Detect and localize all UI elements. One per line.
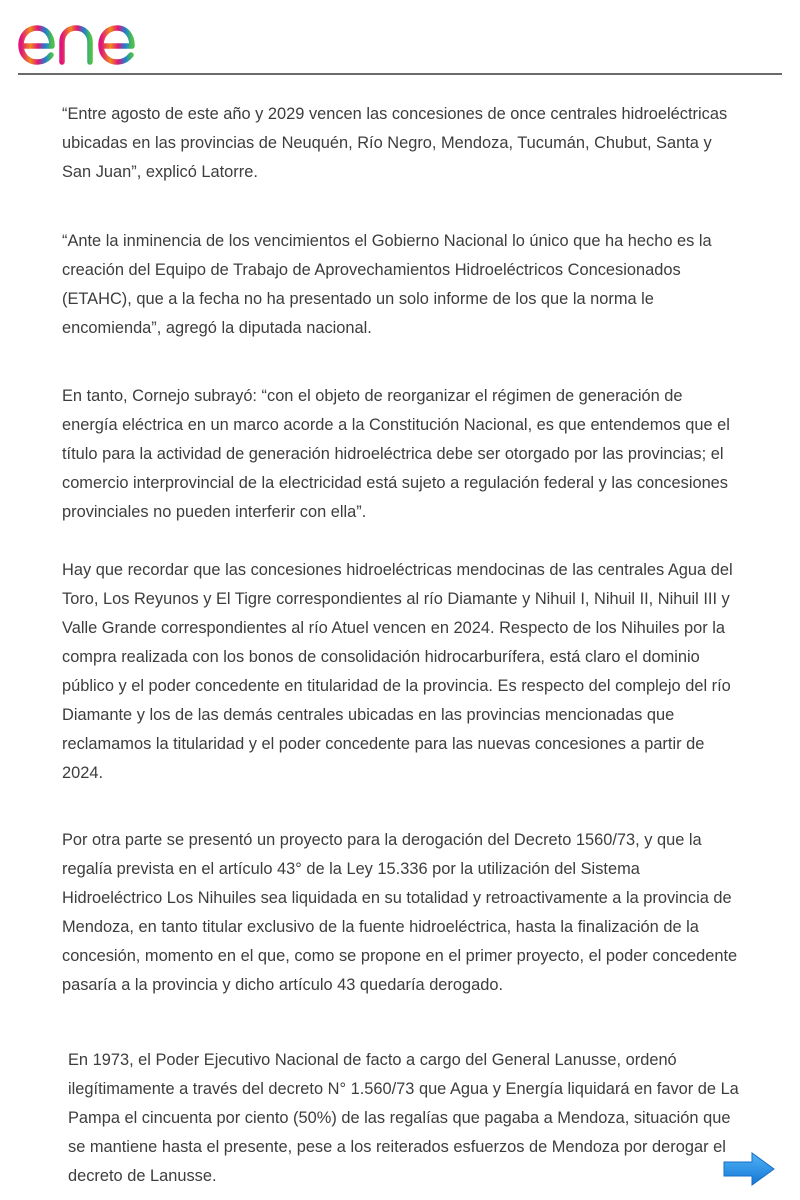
article-paragraph: Por otra parte se presentó un proyecto para la derogación del Decreto 1560/73, y que la regalía prevista en el artículo 43° de la Ley 15.336 por la utilización del Sistema Hidroeléctrico Los Nihuiles sea liquidada en su totalidad y retroactivamente a la provincia de Mendoza, en tanto titular exclusivo de la fuente hidroeléctrica, hasta la finalización de la concesión, momento en el que, como se propone en el primer proyecto, el poder concedente pasaría a la provincia y dicho artículo 43 quedaría derogado.: [62, 831, 738, 994]
article-paragraph: En 1973, el Poder Ejecutivo Nacional de facto a cargo del General Lanusse, ordenó ilegítimamente a través del decreto N° 1.560/73 que Agua y Energía liquidará en favor de La Pampa el cincuenta por ciento (50%) de las regalías que pagaba a Mendoza, situación que se mantiene hasta el presente, pese a los reiterados esfuerzos de Mendoza por derogar el decreto de Lanusse.: [68, 1051, 739, 1185]
enel-logo[interactable]: [16, 4, 182, 68]
article-paragraph: “Entre agosto de este año y 2029 vencen las concesiones de once centrales hidroeléctricas ubicadas en las provincias de Neuquén, Río Negro, Mendoza, Tucumán, Chubut, Santa y San Juan”, explicó Latorre.: [62, 105, 728, 181]
article-paragraph: En tanto, Cornejo subrayó: “con el objeto de reorganizar el régimen de generación de energía eléctrica en un marco acorde a la Constitución Nacional, es que entendemos que el título para la actividad de generación hidroeléctrica debe ser otorgado por las provincias; el comercio interprovincial de la electricidad está sujeto a regulación federal y las concesiones provinciales no pueden interferir con ella”.: [62, 387, 730, 521]
article-paragraph: Hay que recordar que las concesiones hidroeléctricas mendocinas de las centrales Agua del Toro, Los Reyunos y El Tigre correspondientes al río Diamante y Nihuil I, Nihuil II, Nihuil III y Valle Grande correspondientes al río Atuel vencen en 2024. Respecto de los Nihuiles por la compra realizada con los bonos de consolidación hidrocarburífera, está claro el dominio público y el poder concedente en titularidad de la provincia. Es respecto del complejo del río Diamante y los de las demás centrales ubicadas en las provincias mencionadas que reclamamos la titularidad y el poder concedente para las nuevas concesiones a partir de 2024.: [62, 561, 733, 782]
page-header: [0, 0, 800, 76]
header-divider: [18, 73, 782, 75]
article-paragraph: “Ante la inminencia de los vencimientos el Gobierno Nacional lo único que ha hecho es la creación del Equipo de Trabajo de Aprovechamientos Hidroeléctricos Concesionados (ETAHC), que a la fecha no ha presentado un solo informe de los que la norma le encomienda”, agregó la diputada nacional.: [62, 232, 712, 337]
arrow-right-icon[interactable]: [722, 1150, 776, 1188]
